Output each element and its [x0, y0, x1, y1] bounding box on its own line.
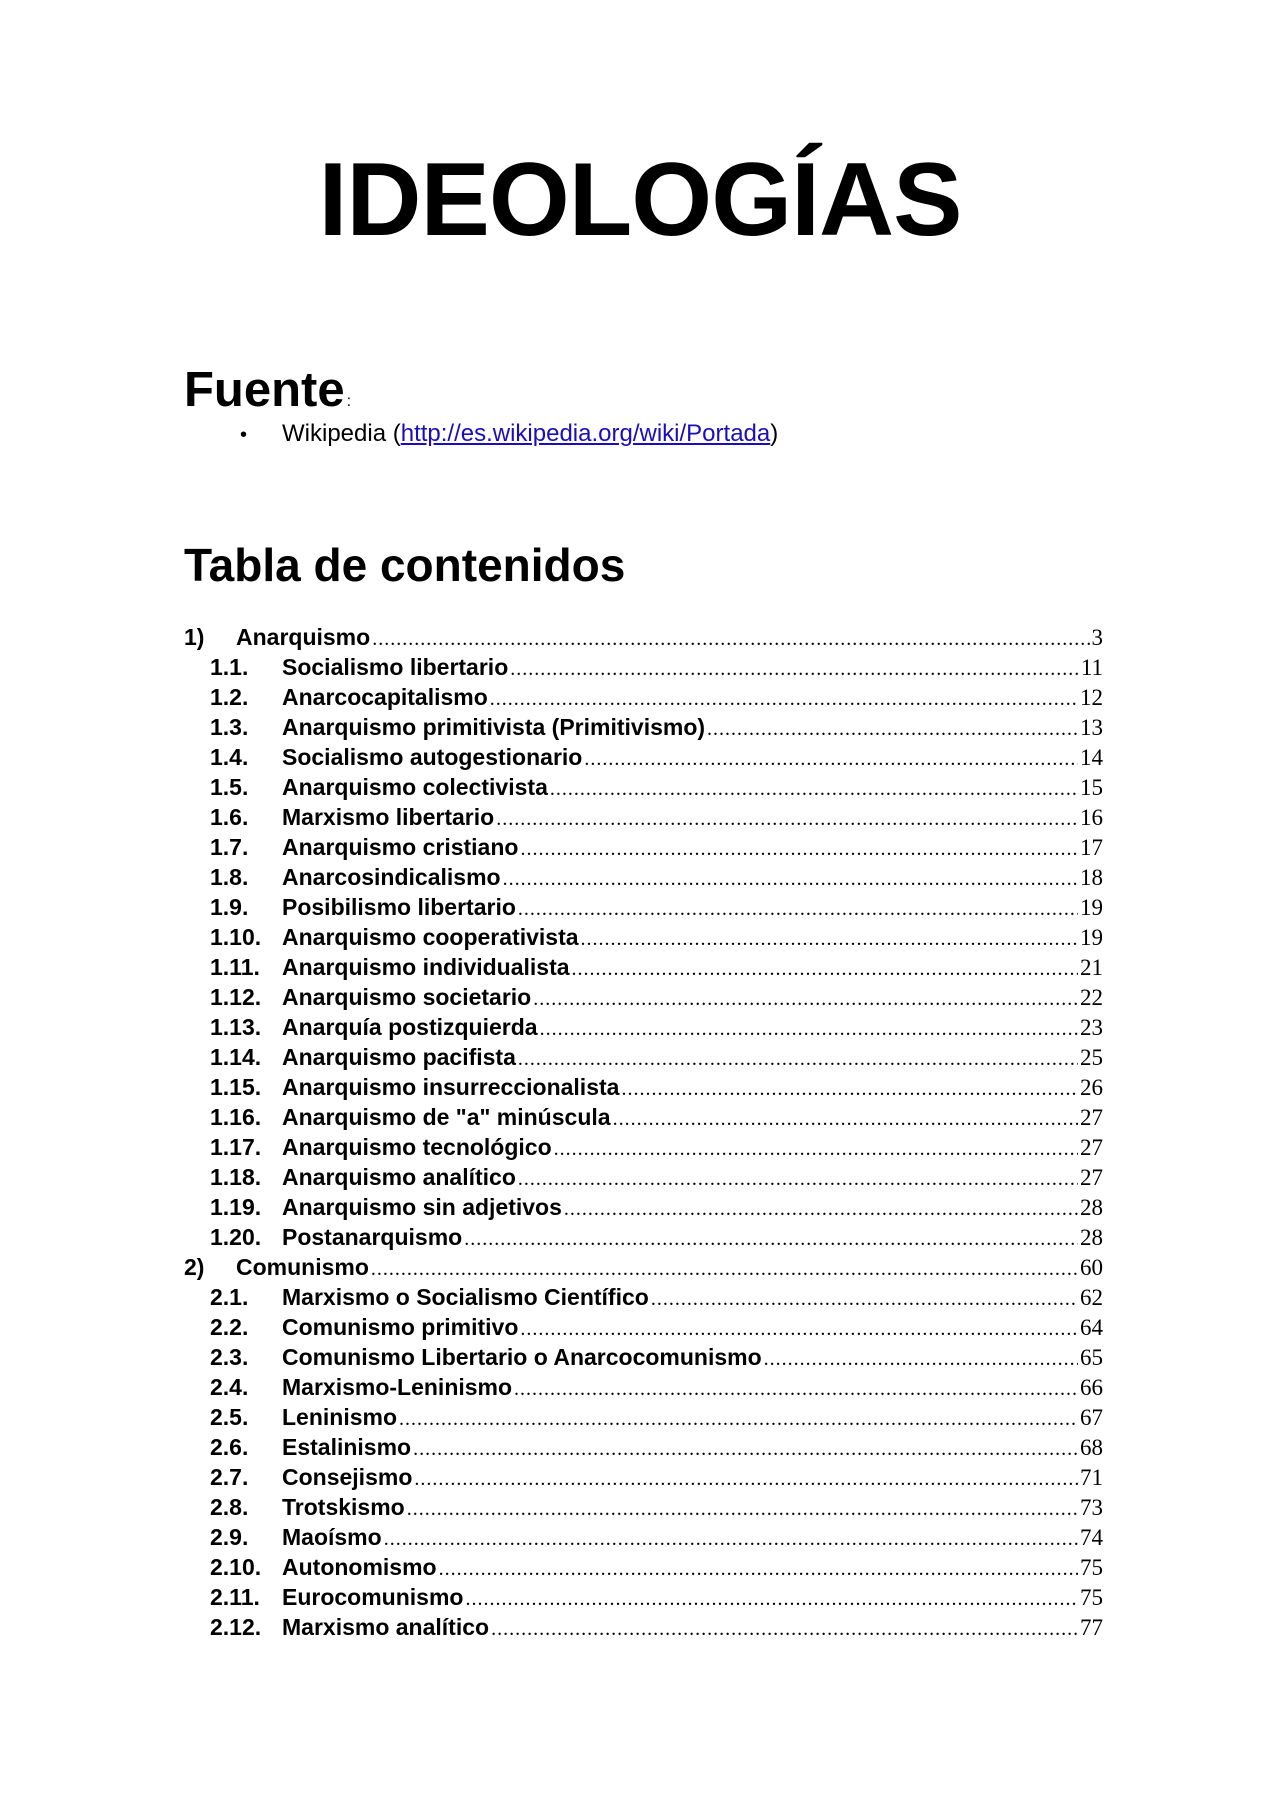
- toc-entry-title: Consejismo: [282, 1464, 413, 1490]
- toc-entry-page: 27: [1080, 1165, 1103, 1190]
- toc-entry-page: 15: [1080, 775, 1103, 800]
- toc-entry-page: 25: [1080, 1045, 1103, 1070]
- toc-entry-page: 11: [1080, 655, 1103, 680]
- toc-entry-page: 21: [1080, 955, 1103, 980]
- toc-entry-number: 2.9.: [210, 1524, 249, 1550]
- toc-entry-page: 12: [1080, 685, 1103, 710]
- toc-dot-leader: [414, 1464, 1078, 1494]
- toc-entry-page: 67: [1080, 1405, 1103, 1430]
- toc-entry-number: 2.8.: [210, 1494, 249, 1520]
- toc-dot-leader: [520, 1314, 1078, 1344]
- toc-entry-title: Anarquismo analítico: [282, 1164, 516, 1190]
- toc-entry-number: 2.3.: [210, 1344, 249, 1370]
- toc-entry-number: 2.4.: [210, 1374, 249, 1400]
- page-title: IDEOLOGÍAS: [318, 142, 962, 258]
- toc-entry-number: 1.18.: [210, 1164, 262, 1190]
- table-of-contents: [184, 622, 1103, 1642]
- toc-section-entry[interactable]: [184, 622, 1103, 652]
- toc-dot-leader: [564, 1194, 1078, 1224]
- toc-dot-leader: [554, 1134, 1078, 1164]
- toc-section-entry[interactable]: [184, 1252, 1103, 1282]
- toc-dot-leader: [621, 1074, 1078, 1104]
- toc-dot-leader: [413, 1434, 1078, 1464]
- toc-entry-page: 28: [1080, 1195, 1103, 1220]
- toc-entry-title: Socialismo libertario: [282, 654, 509, 680]
- toc-entry-page: 17: [1080, 835, 1103, 860]
- toc-entry-title: Autonomismo: [282, 1554, 437, 1580]
- toc-entry-title: Maoísmo: [282, 1524, 382, 1550]
- toc-dot-leader: [510, 654, 1079, 684]
- toc-dot-leader: [540, 1014, 1078, 1044]
- toc-entry-number: 1.3.: [210, 714, 249, 740]
- toc-entry-page: 77: [1080, 1615, 1103, 1640]
- fuente-heading: [184, 363, 352, 417]
- toc-subsection-entry[interactable]: [184, 952, 1103, 982]
- toc-entry-title: Posibilismo libertario: [282, 894, 516, 920]
- toc-subsection-entry[interactable]: [184, 742, 1103, 772]
- toc-entry-title: Anarquismo cooperativista: [282, 924, 579, 950]
- toc-dot-leader: [613, 1104, 1078, 1134]
- toc-entry-page: 75: [1080, 1555, 1103, 1580]
- toc-dot-leader: [496, 804, 1078, 834]
- source-text: [282, 422, 778, 446]
- toc-subsection-entry[interactable]: [184, 1132, 1103, 1162]
- toc-subsection-entry[interactable]: [184, 1282, 1103, 1312]
- toc-subsection-entry[interactable]: [184, 1582, 1103, 1612]
- toc-entry-page: 28: [1080, 1225, 1103, 1250]
- toc-dot-leader: [707, 714, 1078, 744]
- toc-dot-leader: [490, 684, 1078, 714]
- toc-dot-leader: [407, 1494, 1078, 1524]
- toc-entry-title: Anarquismo tecnológico: [282, 1134, 552, 1160]
- toc-entry-title: Anarquismo societario: [282, 984, 532, 1010]
- toc-entry-page: 64: [1080, 1315, 1103, 1340]
- toc-entry-title: Anarcocapitalismo: [282, 684, 488, 710]
- toc-entry-number: 1.9.: [210, 894, 249, 920]
- fuente-colon: :: [346, 393, 352, 410]
- toc-entry-title: Anarquismo insurreccionalista: [282, 1074, 620, 1100]
- toc-entry-number: 1.8.: [210, 864, 249, 890]
- toc-entry-page: 14: [1080, 745, 1103, 770]
- toc-entry-title: Marxismo o Socialismo Científico: [282, 1284, 649, 1310]
- toc-dot-leader: [439, 1554, 1078, 1584]
- toc-subsection-entry[interactable]: [184, 1522, 1103, 1552]
- toc-subsection-entry[interactable]: [184, 1432, 1103, 1462]
- toc-dot-leader: [572, 954, 1078, 984]
- toc-entry-page: 27: [1080, 1135, 1103, 1160]
- toc-entry-page: 22: [1080, 985, 1103, 1010]
- toc-subsection-entry[interactable]: [184, 1042, 1103, 1072]
- toc-entry-number: 1.17.: [210, 1134, 262, 1160]
- toc-entry-number: 2): [184, 1254, 205, 1280]
- toc-entry-title: Leninismo: [282, 1404, 398, 1430]
- toc-subsection-entry[interactable]: [184, 1012, 1103, 1042]
- toc-entry-page: 18: [1080, 865, 1103, 890]
- toc-subsection-entry[interactable]: [184, 1312, 1103, 1342]
- paren-open: (: [392, 420, 401, 447]
- toc-entry-number: 1.7.: [210, 834, 249, 860]
- toc-dot-leader: [764, 1344, 1078, 1374]
- toc-entry-title: Anarquismo colectivista: [282, 774, 548, 800]
- toc-entry-title: Trotskismo: [282, 1494, 405, 1520]
- toc-entry-number: 2.10.: [210, 1554, 262, 1580]
- toc-subsection-entry[interactable]: [184, 682, 1103, 712]
- toc-entry-number: 1.15.: [210, 1074, 262, 1100]
- toc-entry-number: 1.10.: [210, 924, 262, 950]
- toc-entry-title: Comunismo primitivo: [282, 1314, 519, 1340]
- toc-entry-title: Socialismo autogestionario: [282, 744, 583, 770]
- toc-entry-title: Anarcosindicalismo: [282, 864, 501, 890]
- toc-dot-leader: [584, 744, 1078, 774]
- toc-dot-leader: [465, 1584, 1078, 1614]
- toc-entry-title: Comunismo Libertario o Anarcocomunismo: [282, 1344, 762, 1370]
- toc-dot-leader: [518, 894, 1078, 924]
- paren-close: ): [770, 420, 779, 447]
- toc-entry-title: Anarquismo de "a" minúscula: [282, 1104, 611, 1130]
- toc-subsection-entry[interactable]: [184, 1462, 1103, 1492]
- toc-dot-leader: [399, 1404, 1078, 1434]
- toc-entry-title: Marxismo libertario: [282, 804, 495, 830]
- toc-entry-page: 26: [1080, 1075, 1103, 1100]
- toc-dot-leader: [518, 1164, 1078, 1194]
- toc-dot-leader: [384, 1524, 1078, 1554]
- toc-subsection-entry[interactable]: [184, 1222, 1103, 1252]
- fuente-heading-text: Fuente: [184, 363, 345, 417]
- toc-entry-number: 1.13.: [210, 1014, 262, 1040]
- toc-entry-number: 1.4.: [210, 744, 249, 770]
- toc-dot-leader: [518, 1044, 1078, 1074]
- toc-subsection-entry[interactable]: [184, 922, 1103, 952]
- toc-subsection-entry[interactable]: [184, 982, 1103, 1012]
- toc-entry-page: 74: [1080, 1525, 1103, 1550]
- toc-entry-page: 71: [1080, 1465, 1103, 1490]
- bullet-icon: •: [240, 424, 248, 446]
- source-list-item: [240, 422, 778, 446]
- toc-subsection-entry[interactable]: [184, 1162, 1103, 1192]
- toc-entry-number: 2.2.: [210, 1314, 249, 1340]
- toc-entry-number: 1.2.: [210, 684, 249, 710]
- toc-dot-leader: [581, 924, 1078, 954]
- toc-entry-number: 2.7.: [210, 1464, 249, 1490]
- toc-entry-page: 60: [1080, 1255, 1103, 1280]
- toc-entry-page: 62: [1080, 1285, 1103, 1310]
- toc-entry-page: 23: [1080, 1015, 1103, 1040]
- toc-entry-title: Anarquismo sin adjetivos: [282, 1194, 562, 1220]
- toc-entry-page: 19: [1080, 895, 1103, 920]
- toc-subsection-entry[interactable]: [184, 1072, 1103, 1102]
- toc-subsection-entry[interactable]: [184, 712, 1103, 742]
- toc-subsection-entry[interactable]: [184, 892, 1103, 922]
- toc-entry-page: 13: [1080, 715, 1103, 740]
- toc-dot-leader: [514, 1374, 1078, 1404]
- source-name: Wikipedia: [282, 420, 387, 447]
- toc-entry-title: Anarquismo primitivista (Primitivismo): [282, 714, 706, 740]
- toc-entry-page: 65: [1080, 1345, 1103, 1370]
- toc-entry-title: Marxismo analítico: [282, 1614, 490, 1640]
- toc-entry-number: 1.5.: [210, 774, 249, 800]
- toc-entry-title: Comunismo: [236, 1254, 369, 1280]
- toc-entry-page: 16: [1080, 805, 1103, 830]
- toc-entry-page: 73: [1080, 1495, 1103, 1520]
- toc-dot-leader: [550, 774, 1078, 804]
- toc-dot-leader: [371, 1254, 1078, 1284]
- toc-entry-number: 1.11.: [210, 954, 260, 980]
- toc-entry-title: Postanarquismo: [282, 1224, 463, 1250]
- toc-subsection-entry[interactable]: [184, 772, 1103, 802]
- toc-entry-title: Anarquismo cristiano: [282, 834, 519, 860]
- toc-subsection-entry[interactable]: [184, 652, 1103, 682]
- toc-subsection-entry[interactable]: [184, 1102, 1103, 1132]
- toc-dot-leader: [503, 864, 1078, 894]
- toc-entry-page: 3: [1091, 625, 1103, 650]
- toc-subsection-entry[interactable]: [184, 862, 1103, 892]
- toc-entry-number: 1.16.: [210, 1104, 262, 1130]
- toc-entry-page: 27: [1080, 1105, 1103, 1130]
- toc-entry-title: Anarquismo individualista: [282, 954, 570, 980]
- toc-subsection-entry[interactable]: [184, 1342, 1103, 1372]
- toc-entry-title: Anarquía postizquierda: [282, 1014, 538, 1040]
- wikipedia-link[interactable]: http://es.wikipedia.org/wiki/Portada: [400, 420, 771, 447]
- toc-dot-leader: [520, 834, 1078, 864]
- toc-dot-leader: [464, 1224, 1078, 1254]
- toc-entry-number: 1): [184, 624, 205, 650]
- toc-entry-number: 1.12.: [210, 984, 262, 1010]
- toc-entry-number: 2.12.: [210, 1614, 262, 1640]
- toc-entry-number: 2.5.: [210, 1404, 249, 1430]
- toc-entry-number: 2.6.: [210, 1434, 249, 1460]
- toc-entry-number: 1.19.: [210, 1194, 262, 1220]
- toc-entry-page: 75: [1080, 1585, 1103, 1610]
- toc-entry-number: 1.14.: [210, 1044, 262, 1070]
- toc-entry-page: 66: [1080, 1375, 1103, 1400]
- toc-entry-title: Estalinismo: [282, 1434, 412, 1460]
- toc-entry-number: 2.11.: [210, 1584, 260, 1610]
- toc-entry-title: Anarquismo pacifista: [282, 1044, 516, 1070]
- toc-subsection-entry[interactable]: [184, 1402, 1103, 1432]
- toc-entry-title: Marxismo-Leninismo: [282, 1374, 513, 1400]
- toc-entry-page: 19: [1080, 925, 1103, 950]
- toc-dot-leader: [372, 624, 1089, 654]
- toc-entry-title: Eurocomunismo: [282, 1584, 464, 1610]
- toc-entry-number: 1.6.: [210, 804, 249, 830]
- toc-subsection-entry[interactable]: [184, 832, 1103, 862]
- toc-entry-number: 2.1.: [210, 1284, 249, 1310]
- toc-heading: Tabla de contenidos: [184, 539, 626, 591]
- toc-subsection-entry[interactable]: [184, 1192, 1103, 1222]
- toc-dot-leader: [533, 984, 1078, 1014]
- toc-subsection-entry[interactable]: [184, 1372, 1103, 1402]
- toc-entry-title: Anarquismo: [236, 624, 371, 650]
- toc-subsection-entry[interactable]: [184, 1492, 1103, 1522]
- toc-entry-number: 1.1.: [210, 654, 249, 680]
- toc-subsection-entry[interactable]: [184, 1552, 1103, 1582]
- toc-subsection-entry[interactable]: [184, 802, 1103, 832]
- toc-dot-leader: [651, 1284, 1078, 1314]
- toc-entry-page: 68: [1080, 1435, 1103, 1460]
- toc-dot-leader: [491, 1614, 1078, 1644]
- toc-entry-number: 1.20.: [210, 1224, 262, 1250]
- toc-subsection-entry[interactable]: [184, 1612, 1103, 1642]
